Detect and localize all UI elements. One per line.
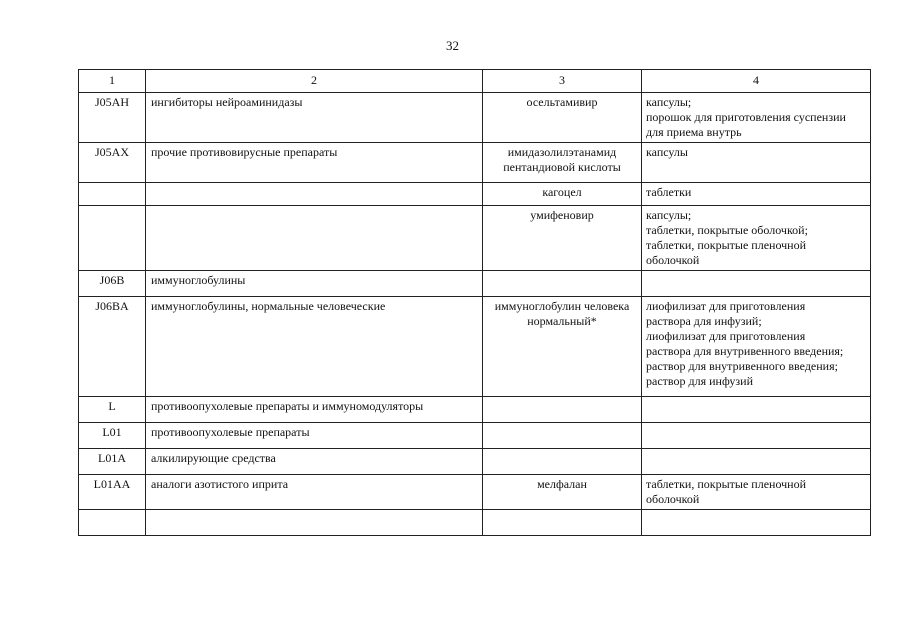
code-cell: J06B [79, 271, 146, 297]
form-line: таблетки, покрытые оболочкой; [646, 223, 808, 237]
form-cell [642, 475, 871, 510]
table-row [79, 475, 871, 510]
form-line: таблетки [646, 185, 692, 199]
form-cell [642, 93, 871, 143]
name-cell [146, 510, 483, 536]
code-cell: J05AH [79, 93, 146, 143]
form-line: капсулы [646, 145, 688, 159]
drug-cell: мелфалан [483, 475, 642, 510]
drug-cell [483, 449, 642, 475]
form-line: оболочкой [646, 492, 700, 506]
form-cell [642, 510, 871, 536]
name-cell [146, 206, 483, 271]
name-cell: алкилирующие средства [146, 449, 483, 475]
drug-cell [483, 397, 642, 423]
name-cell: прочие противовирусные препараты [146, 143, 483, 183]
form-cell [642, 423, 871, 449]
form-line: лиофилизат для приготовления [646, 299, 806, 313]
name-cell: ингибиторы нейроаминидазы [146, 93, 483, 143]
drug-cell [483, 271, 642, 297]
code-cell: L01AA [79, 475, 146, 510]
table-body [79, 70, 871, 536]
table-header-row [79, 70, 871, 93]
code-cell: J06BA [79, 297, 146, 397]
form-line: раствор для внутривенного введения; [646, 359, 838, 373]
page-number: 32 [446, 38, 459, 53]
drug-cell: кагоцел [483, 183, 642, 206]
table-row [79, 423, 871, 449]
header-cell-4: 4 [642, 70, 871, 93]
code-cell [79, 510, 146, 536]
form-line: раствор для инфузий [646, 374, 753, 388]
table-row [79, 297, 871, 397]
name-cell: иммуноглобулины, нормальные человеческие [146, 297, 483, 397]
form-line: капсулы; [646, 95, 692, 109]
code-cell: L01 [79, 423, 146, 449]
table-row [79, 271, 871, 297]
form-line: порошок для приготовления суспензии [646, 110, 846, 124]
name-cell [146, 183, 483, 206]
drug-cell [483, 423, 642, 449]
name-cell: иммуноглобулины [146, 271, 483, 297]
drug-cell [483, 510, 642, 536]
code-cell [79, 183, 146, 206]
name-cell: противоопухолевые препараты [146, 423, 483, 449]
header-cell-3: 3 [483, 70, 642, 93]
name-cell: аналоги азотистого иприта [146, 475, 483, 510]
table-row [79, 206, 871, 271]
form-line: для приема внутрь [646, 125, 742, 139]
form-line: таблетки, покрытые пленочной [646, 477, 807, 491]
form-cell [642, 143, 871, 183]
form-line: капсулы; [646, 208, 692, 222]
table-row [79, 93, 871, 143]
table-row [79, 449, 871, 475]
name-cell: противоопухолевые препараты и иммуномодуляторы [146, 397, 483, 423]
form-line: таблетки, покрытые пленочной [646, 238, 807, 252]
form-cell [642, 271, 871, 297]
form-cell [642, 449, 871, 475]
drug-cell: осельтамивир [483, 93, 642, 143]
table-row [79, 510, 871, 536]
drug-cell: умифеновир [483, 206, 642, 271]
drug-cell: иммуноглобулин человека нормальный* [483, 297, 642, 397]
code-cell: L [79, 397, 146, 423]
code-cell: L01A [79, 449, 146, 475]
drug-table [78, 69, 871, 536]
table-row [79, 183, 871, 206]
form-cell [642, 183, 871, 206]
code-cell: J05AX [79, 143, 146, 183]
form-line: раствора для инфузий; [646, 314, 762, 328]
form-line: лиофилизат для приготовления [646, 329, 806, 343]
form-cell [642, 206, 871, 271]
table-row [79, 143, 871, 183]
header-cell-1: 1 [79, 70, 146, 93]
form-line: раствора для внутривенного введения; [646, 344, 844, 358]
code-cell [79, 206, 146, 271]
drug-cell: имидазолилэтанамид пентандиовой кислоты [483, 143, 642, 183]
table-row [79, 397, 871, 423]
header-cell-2: 2 [146, 70, 483, 93]
form-cell [642, 297, 871, 397]
form-line: оболочкой [646, 253, 700, 267]
form-cell [642, 397, 871, 423]
